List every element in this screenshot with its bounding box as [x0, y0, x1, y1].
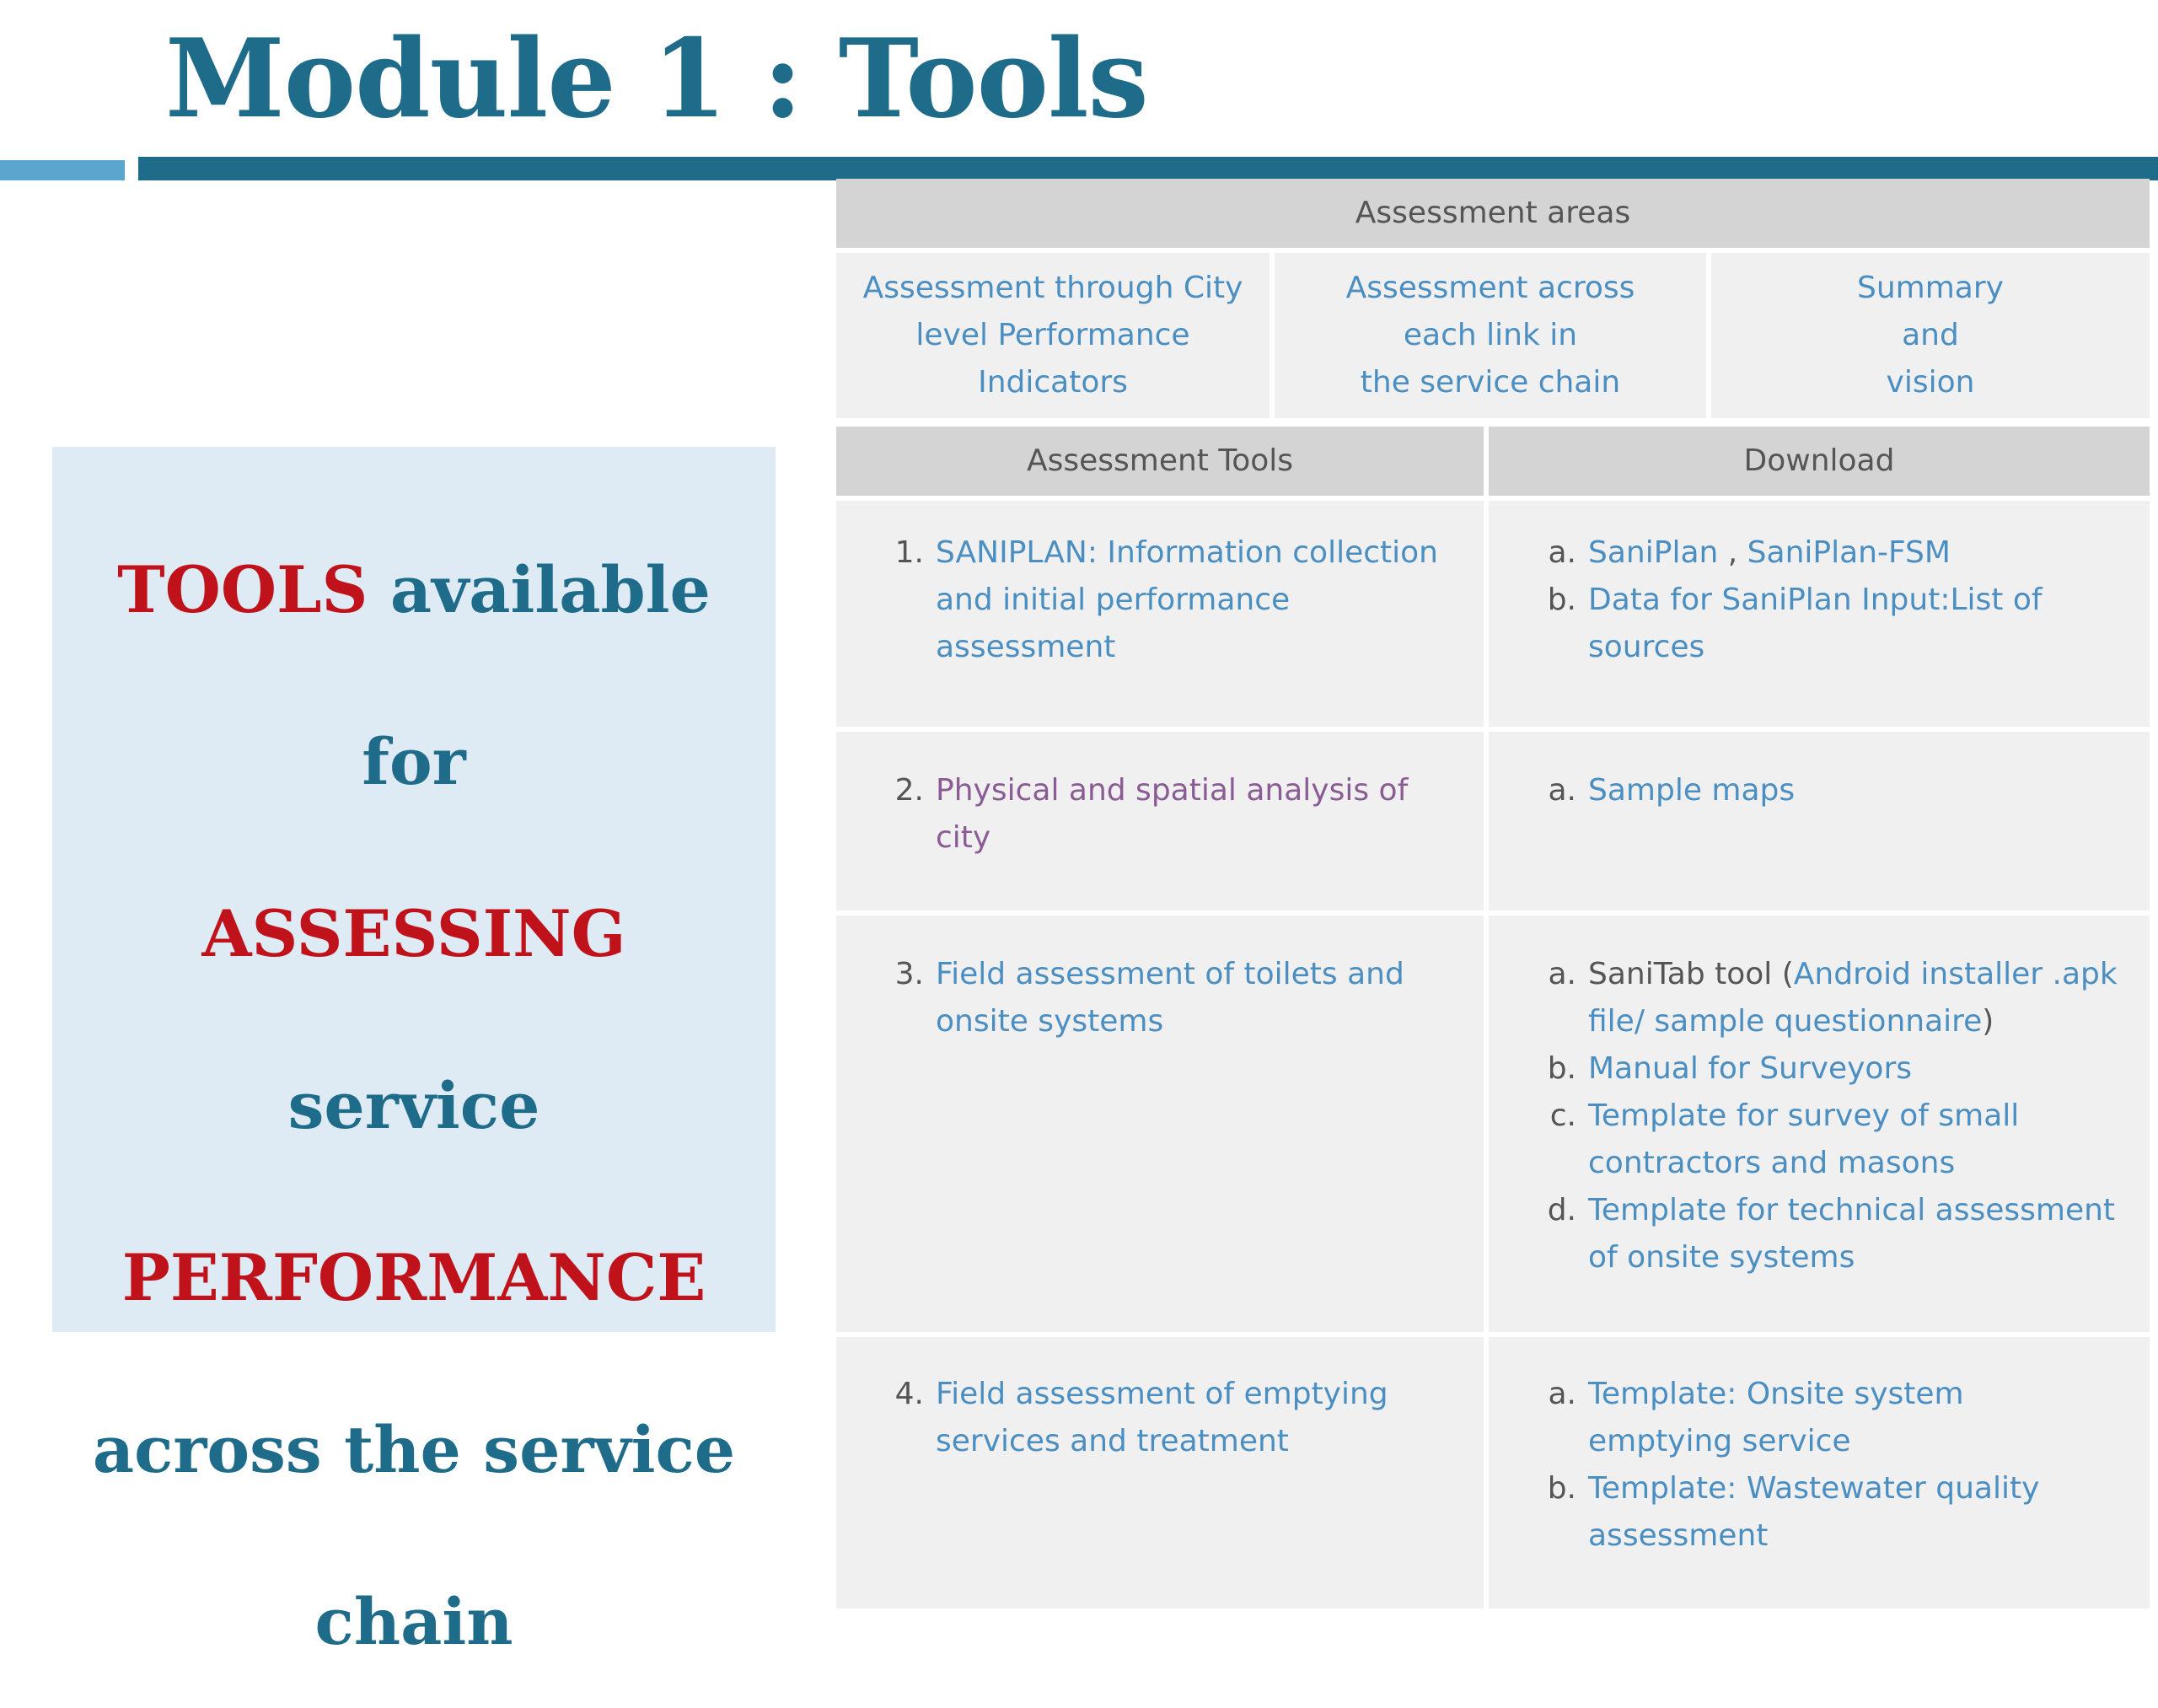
download-marker: b.: [1547, 1471, 1576, 1506]
area-link-line: Assessment through City: [862, 271, 1243, 305]
area-link-line: the service chain: [1360, 365, 1621, 400]
sanitab-label: SaniTab tool (: [1588, 957, 1794, 991]
tool-number: 1.: [894, 535, 924, 570]
table-row: [836, 732, 2150, 910]
download-marker: b.: [1547, 1051, 1576, 1086]
tools-callout-box: [52, 447, 776, 1659]
download-link-saniplan[interactable]: SaniPlan: [1588, 535, 1719, 570]
area-link-line: Indicators: [978, 365, 1128, 400]
tool-cell: [836, 732, 1484, 910]
tool-link-field-assessment-toilets[interactable]: Field assessment of toilets and onsite systems: [936, 957, 1404, 1039]
download-link-template-contractors[interactable]: Template for survey of small contractors and masons: [1588, 1098, 2020, 1180]
download-link-saniplan-fsm[interactable]: SaniPlan-FSM: [1747, 535, 1951, 570]
download-marker: b.: [1547, 583, 1576, 617]
title-rule: [138, 157, 2158, 180]
download-marker: a.: [1548, 957, 1576, 991]
callout-text-available: available for: [362, 552, 711, 799]
tool-cell: [836, 1337, 1484, 1609]
callout-text-service: service: [287, 1068, 540, 1143]
download-link-sanitab[interactable]: Android installer .apk file/ sample questionnaire: [1588, 957, 2118, 1039]
callout-text-across: across the service: [92, 1412, 736, 1487]
download-cell: [1489, 732, 2150, 910]
tool-link-saniplan[interactable]: SANIPLAN: Information collection and initial performance assessment: [936, 535, 1438, 664]
tool-link-field-assessment-emptying[interactable]: Field assessment of emptying services and treatment: [936, 1377, 1388, 1458]
area-link-line: and: [1902, 318, 1959, 352]
callout-word-performance: PERFORMANCE: [121, 1240, 706, 1315]
sanitab-close: ): [1982, 1004, 1994, 1039]
assessment-table: [836, 179, 2150, 1609]
slide-title: Module 1 : Tools: [165, 16, 1148, 142]
tool-link-spatial-analysis[interactable]: Physical and spatial analysis of city: [936, 773, 1409, 855]
download-marker: c.: [1549, 1098, 1576, 1133]
download-link-template-wastewater[interactable]: Template: Wastewater quality assessment: [1588, 1471, 2040, 1553]
table-row: [836, 1337, 2150, 1609]
download-marker: d.: [1547, 1193, 1576, 1227]
callout-word-tools: TOOLS: [117, 552, 368, 627]
area-link-line: Summary: [1857, 271, 2004, 305]
download-link-saniplan-data[interactable]: Data for SaniPlan Input:List of sources: [1588, 583, 2043, 664]
callout-text-chain: chain: [314, 1584, 513, 1659]
tool-number: 3.: [894, 957, 924, 991]
area-link-city-indicators[interactable]: [836, 253, 1270, 418]
download-separator: ,: [1718, 535, 1747, 570]
callout-word-assessing: ASSESSING: [201, 896, 626, 971]
tool-number: 4.: [894, 1377, 924, 1411]
download-header: Download: [1489, 427, 2150, 496]
download-cell: [1489, 916, 2150, 1332]
area-link-line: level Performance: [915, 318, 1190, 352]
download-link-manual-surveyors[interactable]: Manual for Surveyors: [1588, 1051, 1913, 1086]
title-rule-accent: [0, 160, 125, 180]
table-row: [836, 916, 2150, 1332]
download-link-template-technical[interactable]: Template for technical assessment of onsite systems: [1588, 1193, 2116, 1275]
download-link-sample-maps[interactable]: Sample maps: [1588, 773, 1796, 808]
area-link-line: vision: [1886, 365, 1975, 400]
tool-cell: [836, 501, 1484, 727]
area-link-line: Assessment across: [1345, 271, 1635, 305]
download-marker: a.: [1548, 1377, 1576, 1411]
area-link-summary-vision[interactable]: [1711, 253, 2150, 418]
download-cell: [1489, 501, 2150, 727]
tool-cell: [836, 916, 1484, 1332]
tool-number: 2.: [894, 773, 924, 808]
area-link-service-chain[interactable]: [1275, 253, 1706, 418]
download-marker: a.: [1548, 773, 1576, 808]
download-marker: a.: [1548, 535, 1576, 570]
assessment-areas-header: Assessment areas: [836, 179, 2150, 248]
assessment-tools-header: Assessment Tools: [836, 427, 1484, 496]
table-row: [836, 501, 2150, 727]
download-link-template-emptying[interactable]: Template: Onsite system emptying service: [1588, 1377, 1964, 1458]
area-link-line: each link in: [1403, 318, 1578, 352]
download-cell: [1489, 1337, 2150, 1609]
